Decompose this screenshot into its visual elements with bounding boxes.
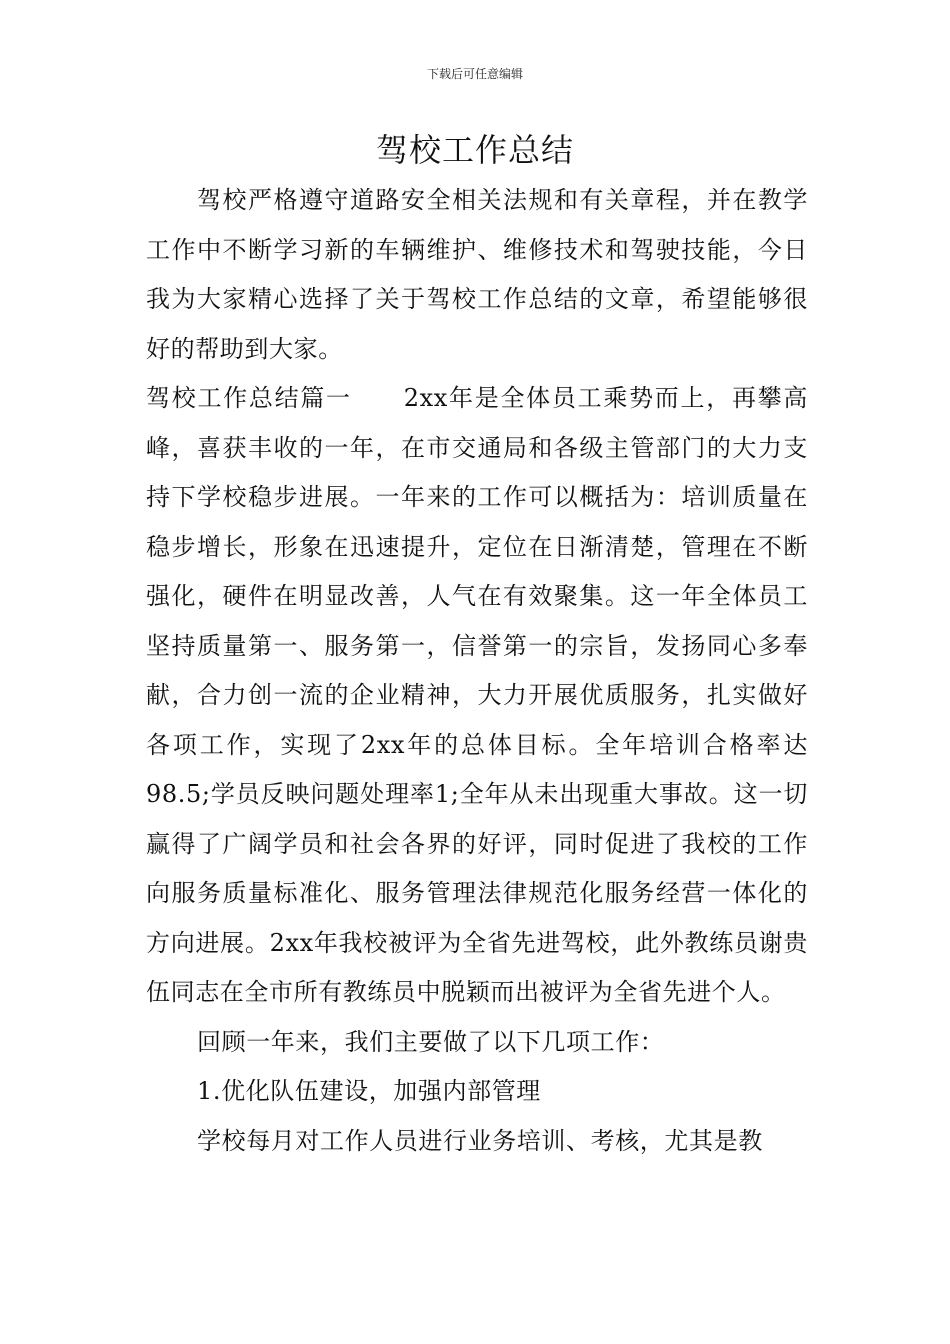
document-title: 驾校工作总结 bbox=[375, 131, 574, 169]
section-heading: 驾校工作总结篇一 bbox=[146, 384, 352, 412]
document-body bbox=[146, 176, 808, 1166]
section-paragraph bbox=[146, 374, 808, 1018]
item-1-heading: 1.优化队伍建设，加强内部管理 bbox=[197, 1077, 541, 1105]
review-paragraph: 回顾一年来，我们主要做了以下几项工作： bbox=[197, 1027, 665, 1056]
header-note: 下载后可任意编辑 bbox=[426, 67, 523, 81]
item-1-paragraph: 学校每月对工作人员进行业务培训、考核，尤其是教 bbox=[197, 1126, 763, 1155]
section-body: 2xx年是全体员工乘势而上，再攀高峰，喜获丰收的一年，在市交通局和各级主管部门的大力支持下学校稳步进展。一年来的工作可以概括为：培训质量在稳步增长，形象在迅速提升，定位在日渐清楚，管理在不断强化，硬件在明显改善，人气在有效聚集。这一年全体员工坚持质量第一、服务第一，信誉第一的宗旨，发扬同心多奉献，合力创一流的企业精神，大力开展优质服务，扎实做好各项工作，实现了2xx年的总体目标。全年培训合格率达98.5;学员反映问题处理率1;全年从未出现重大事故。这一切赢得了广阔学员和社会各界的好评，同时促进了我校的工作向服务质量标准化、服务管理法律规范化服务经营一体化的方向进展。2xx年我校被评为全省先进驾校，此外教练员谢贵伍同志在全市所有教练员中脱颖而出被评为全省先进个人。 bbox=[146, 384, 808, 1006]
intro-paragraph: 驾校严格遵守道路安全相关法规和有关章程，并在教学工作中不断学习新的车辆维护、维修技术和驾驶技能，今日我为大家精心选择了关于驾校工作总结的文章，希望能够很好的帮助到大家。 bbox=[146, 186, 808, 363]
